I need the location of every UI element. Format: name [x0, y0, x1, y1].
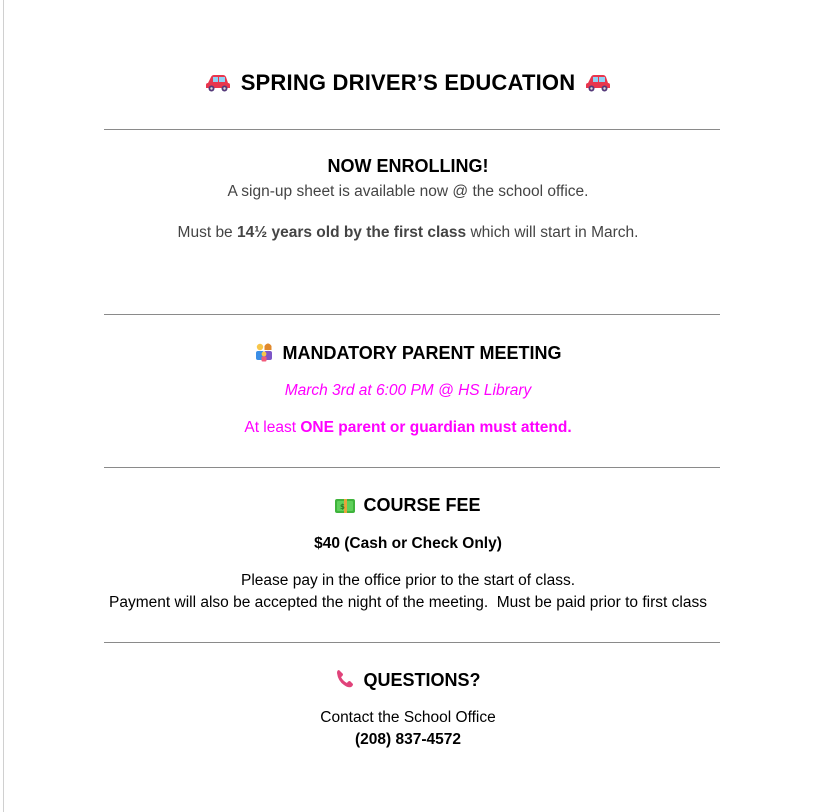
meeting-note-pre: At least [244, 419, 301, 436]
car-icon [205, 73, 231, 99]
questions-phone[interactable]: (208) 837-4572 [355, 731, 461, 748]
car-icon [585, 73, 611, 99]
questions-heading: QUESTIONS? [363, 670, 481, 690]
questions-contact: Contact the School Office [320, 709, 496, 726]
divider [104, 642, 720, 643]
enrolling-heading: NOW ENROLLING! [327, 156, 489, 176]
family-icon [254, 342, 274, 367]
title-text: SPRING DRIVER’S EDUCATION [240, 70, 576, 95]
questions-heading-row [0, 669, 816, 694]
age-post: which will start in March. [466, 224, 639, 241]
meeting-note [0, 419, 816, 437]
enrolling-line1: A sign-up sheet is available now @ the school office. [227, 183, 589, 200]
fee-heading-row [0, 495, 816, 519]
meeting-heading-row [0, 342, 816, 367]
page-title [0, 70, 816, 99]
age-bold: 14½ years old by the first class [237, 224, 467, 241]
phone-icon [335, 669, 355, 694]
divider [104, 129, 720, 130]
money-icon [335, 498, 355, 519]
age-pre: Must be [177, 224, 237, 241]
divider [104, 314, 720, 315]
meeting-heading: MANDATORY PARENT MEETING [282, 343, 562, 363]
fee-heading: COURSE FEE [363, 495, 481, 515]
meeting-note-bold: ONE parent or guardian must attend. [300, 419, 572, 436]
fee-line1: Please pay in the office prior to the start of class. [241, 572, 575, 589]
svg-text:$: $ [340, 503, 346, 511]
divider [104, 467, 720, 468]
enrolling-age-requirement [0, 224, 816, 242]
meeting-when: March 3rd at 6:00 PM @ HS Library [284, 382, 532, 399]
fee-line2: Payment will also be accepted the night of the meeting. Must be paid prior to first class [109, 594, 707, 611]
fee-amount: $40 (Cash or Check Only) [314, 535, 502, 552]
